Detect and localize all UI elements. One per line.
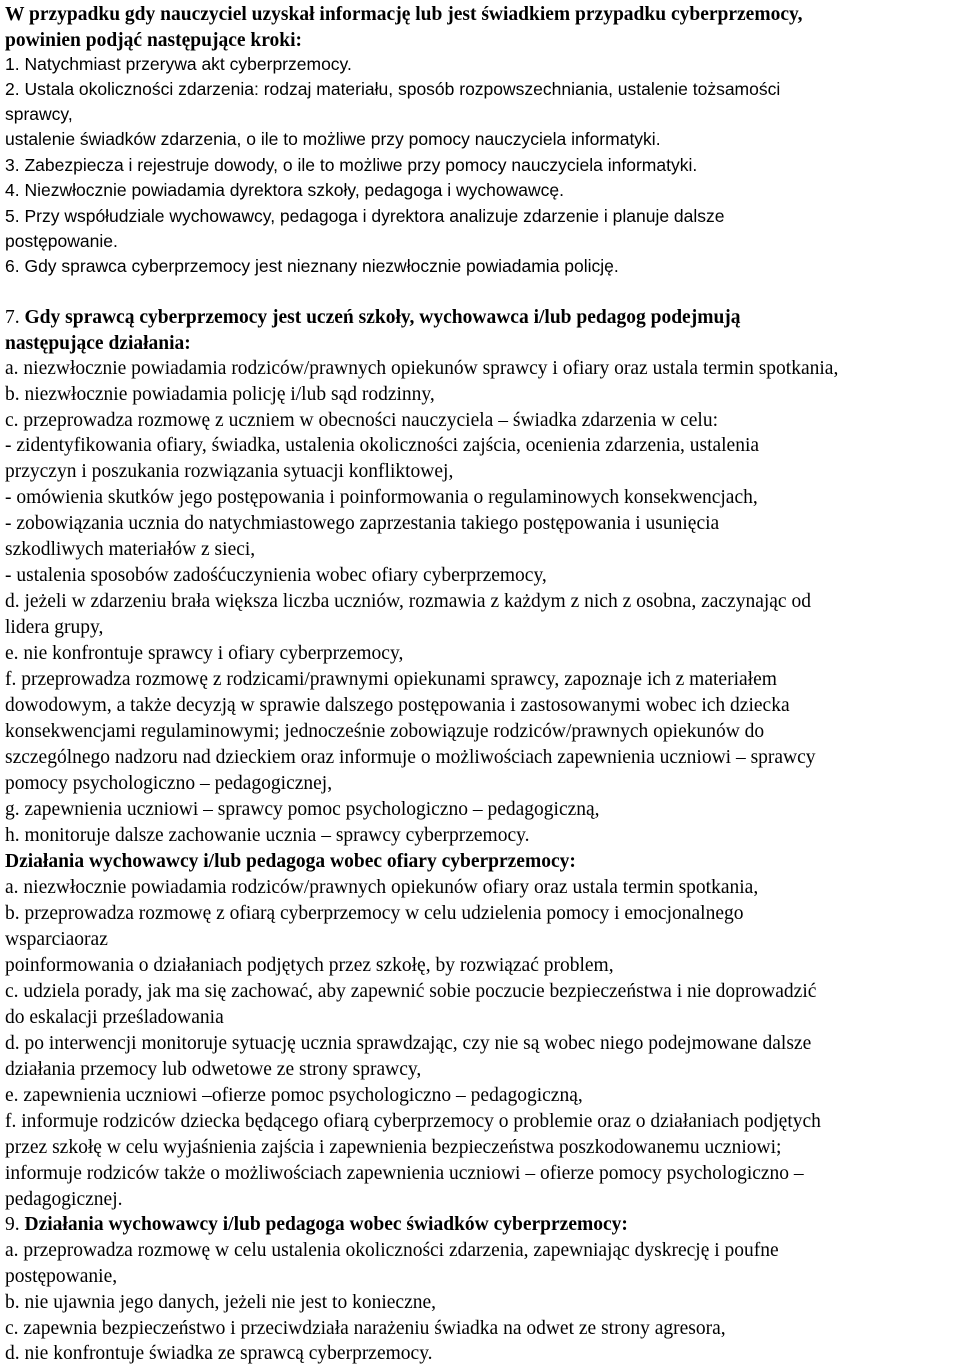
section-9-heading [5,1212,628,1238]
section-7-c-bullet-3-line-1: - zobowiązania ucznia do natychmiastowego zaprzestania takiego postępowania i usunięcia [5,513,720,534]
section-7-item-g: g. zapewnienia uczniowi – sprawcy pomoc psychologiczno – pedagogiczną, [5,799,600,820]
section-7-item-h: h. monitoruje dalsze zachowanie ucznia – sprawcy cyberprzemocy. [5,825,530,846]
section-8-item-b-line-3: poinformowania o działaniach podjętych przez szkołę, by rozwiązać problem, [5,955,614,976]
step-6: 6. Gdy sprawca cyberprzemocy jest nieznany niezwłocznie powiadamia policję. [5,256,619,276]
section-8-heading: Działania wychowawcy i/lub pedagoga wobec ofiary cyberprzemocy: [5,851,576,872]
section-8-item-d-line-1: d. po interwencji monitoruje sytuację ucznia sprawdzając, czy nie są wobec niego podejmowane dalsze [5,1033,812,1054]
section-8-item-f-line-2: przez szkołę w celu wyjaśnienia zajścia i zapewnienia bezpieczeństwa poszkodowanemu uczniowi; [5,1137,782,1158]
section-7-heading-text: Gdy sprawcą cyberprzemocy jest uczeń szkoły, wychowawca i/lub pedagog podejmują [24,307,741,328]
section-9-item-b: b. nie ujawnia jego danych, jeżeli nie jest to konieczne, [5,1292,437,1313]
section-9-item-c: c. zapewnia bezpieczeństwo i przeciwdziała narażeniu świadka na odwet ze strony agresora, [5,1318,726,1339]
section-7-heading-line-2: następujące działania: [5,333,191,354]
section-7-item-a: a. niezwłocznie powiadamia rodziców/prawnych opiekunów sprawcy i ofiary oraz ustala termin spotkania, [5,358,839,379]
section-7-item-f-line-1: f. przeprowadza rozmowę z rodzicami/prawnymi opiekunami sprawcy, zapoznaje ich z materiałem [5,669,777,690]
section-8-item-b-line-2: wsparciaoraz [5,929,108,950]
step-5-line-1: 5. Przy współudziale wychowawcy, pedagoga i dyrektora analizuje zdarzenie i planuje dalsze [5,206,725,226]
section-7-c-bullet-1-line-1: - zidentyfikowania ofiary, świadka, ustalenia okoliczności zajścia, ocenienia zdarzenia, ustalenia [5,435,760,456]
section-9-item-a-line-1: a. przeprowadza rozmowę w celu ustalenia okoliczności zdarzenia, zapewniając dyskrecję i poufne [5,1240,779,1261]
section-7-item-b: b. niezwłocznie powiadamia policję i/lub sąd rodzinny, [5,384,435,405]
section-7-item-f-line-5: pomocy psychologiczno – pedagogicznej, [5,773,333,794]
step-4: 4. Niezwłocznie powiadamia dyrektora szkoły, pedagoga i wychowawcę. [5,180,564,200]
section-8-item-f-line-3: informuje rodziców także o możliwościach zapewnienia uczniowi – ofierze pomocy psychologiczno – [5,1163,804,1184]
section-7-c-bullet-2: - omówienia skutków jego postępowania i poinformowania o regulaminowych konsekwencjach, [5,487,758,508]
section-7-item-d-line-1: d. jeżeli w zdarzeniu brała większa liczba uczniów, rozmawia z każdym z nich z osobna, zaczynając od [5,591,811,612]
section-7-item-e: e. nie konfrontuje sprawcy i ofiary cyberprzemocy, [5,643,404,664]
step-2-line-3: ustalenie świadków zdarzenia, o ile to możliwe przy pomocy nauczyciela informatyki. [5,129,661,149]
section-7-item-d-line-2: lidera grupy, [5,617,104,638]
section-7-c-bullet-1-line-2: przyczyn i poszukania rozwiązania sytuacji konfliktowej, [5,461,454,482]
section-9-heading-text: Działania wychowawcy i/lub pedagoga wobec świadków cyberprzemocy: [24,1214,628,1235]
intro-heading-line-1: W przypadku gdy nauczyciel uzyskał informację lub jest świadkiem przypadku cyberprzemocy, [5,4,803,25]
section-9-item-d: d. nie konfrontuje świadka ze sprawcą cyberprzemocy. [5,1343,433,1364]
section-8-item-e: e. zapewnienia uczniowi –ofierze pomoc psychologiczno – pedagogiczną, [5,1085,583,1106]
section-7-item-c: c. przeprowadza rozmowę z uczniem w obecności nauczyciela – świadka zdarzenia w celu: [5,410,719,431]
section-7-item-f-line-3: konsekwencjami regulaminowymi; jednocześnie zobowiązuje rodziców/prawnych opiekunów do [5,721,765,742]
section-8-item-f-line-4: pedagogicznej. [5,1189,123,1210]
section-8-item-d-line-2: działania przemocy lub odwetowe ze strony sprawcy, [5,1059,422,1080]
section-7-c-bullet-4: - ustalenia sposobów zadośćuczynienia wobec ofiary cyberprzemocy, [5,565,547,586]
section-9-number: 9. [5,1214,25,1235]
step-5-line-2: postępowanie. [5,231,118,251]
section-8-item-c-line-1: c. udziela porady, jak ma się zachować, aby zapewnić sobie poczucie bezpieczeństwa i nie doprowadzić [5,981,817,1002]
step-2-line-1: 2. Ustala okoliczności zdarzenia: rodzaj materiału, sposób rozpowszechniania, ustalenie tożsamości [5,79,781,99]
section-7-item-f-line-4: szczególnego nadzoru nad dzieckiem oraz informuje o możliwościach zapewnienia uczniowi – sprawcy [5,747,816,768]
section-8-item-b-line-1: b. przeprowadza rozmowę z ofiarą cyberprzemocy w celu udzielenia pomocy i emocjonalnego [5,903,744,924]
intro-heading-line-2: powinien podjąć następujące kroki: [5,30,303,51]
step-3: 3. Zabezpiecza i rejestruje dowody, o ile to możliwe przy pomocy nauczyciela informatyki. [5,155,698,175]
section-8-item-c-line-2: do eskalacji prześladowania [5,1007,224,1028]
step-1: 1. Natychmiast przerywa akt cyberprzemocy. [5,54,352,74]
section-9-item-a-line-2: postępowanie, [5,1266,118,1287]
section-7-number: 7. [5,307,25,328]
step-2-line-2: sprawcy, [5,104,73,124]
section-7-item-f-line-2: dowodowym, a także decyzją w sprawie dalszego postępowania i zastosowanymi wobec ich dziecka [5,695,790,716]
section-8-item-f-line-1: f. informuje rodziców dziecka będącego ofiarą cyberprzemocy o problemie oraz o działaniach podjętych [5,1111,821,1132]
section-8-item-a: a. niezwłocznie powiadamia rodziców/prawnych opiekunów ofiary oraz ustala termin spotkania, [5,877,759,898]
section-7-c-bullet-3-line-2: szkodliwych materiałów z sieci, [5,539,256,560]
section-7-heading-line-1 [5,305,741,331]
